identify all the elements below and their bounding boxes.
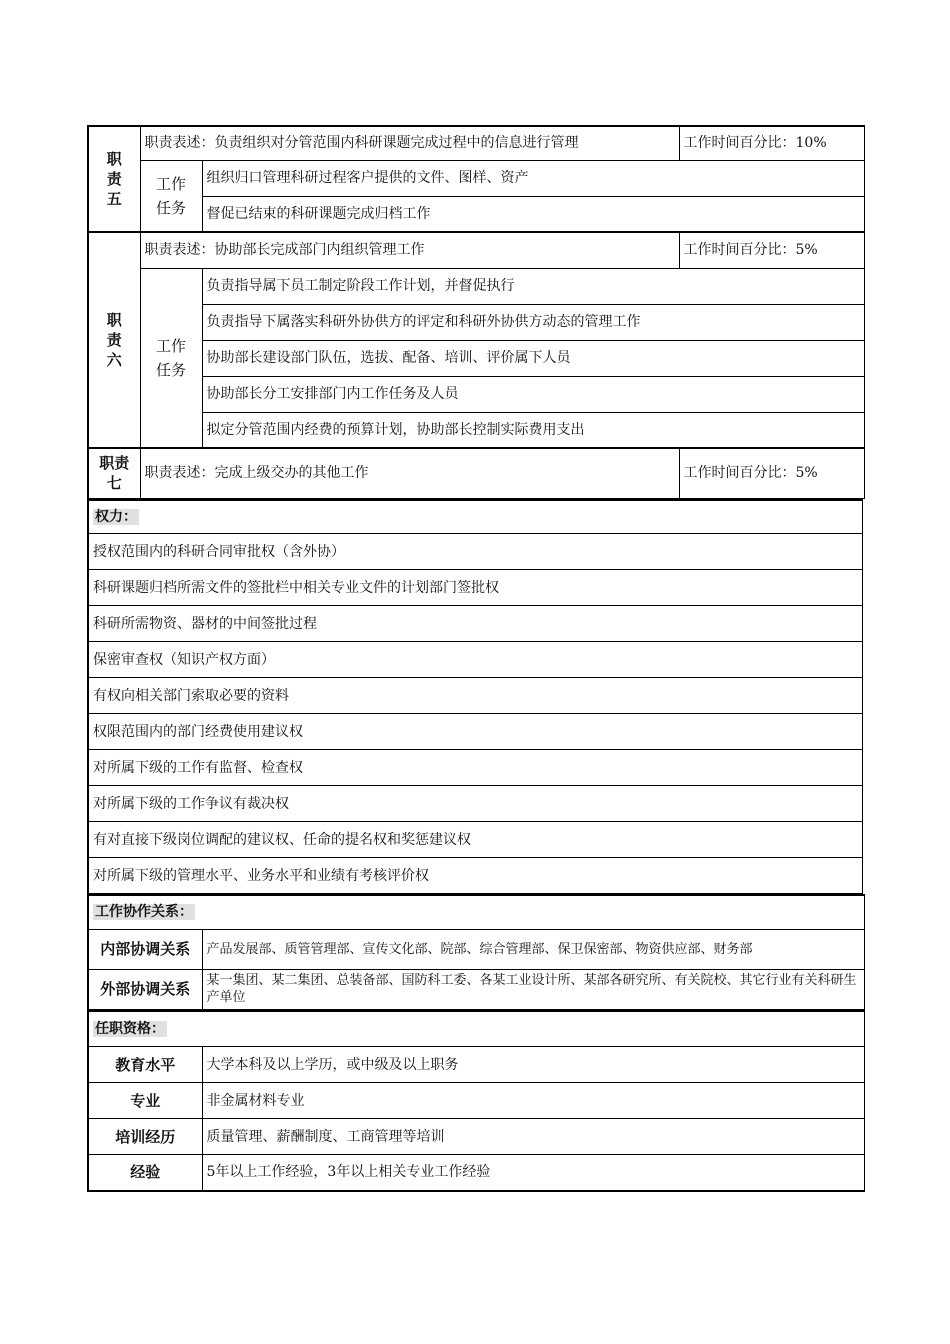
relations-title bbox=[88, 895, 864, 929]
duty-6-task-2: 负责指导下属落实科研外协供方的评定和科研外协供方动态的管理工作 bbox=[202, 304, 864, 340]
duty-7-label bbox=[88, 448, 140, 498]
qualification-row bbox=[88, 1047, 864, 1083]
duty-6-task-label bbox=[140, 268, 202, 448]
duty-7-percent: 工作时间百分比：5% bbox=[679, 448, 864, 498]
qualification-row bbox=[88, 1083, 864, 1119]
qualification-value-experience: 5年以上工作经验，3年以上相关专业工作经验 bbox=[202, 1155, 864, 1191]
powers-header-row bbox=[88, 500, 863, 534]
qualification-value-training: 质量管理、薪酬制度、工商管理等培训 bbox=[202, 1119, 864, 1155]
duty-6-label bbox=[88, 232, 140, 448]
duty-5-description: 职责表述：负责组织对分管范围内科研课题完成过程中的信息进行管理 bbox=[140, 126, 679, 160]
qualification-row bbox=[88, 1119, 864, 1155]
duty-6-task-row bbox=[88, 268, 864, 304]
duty-6-task-5: 拟定分管范围内经费的预算计划，协助部长控制实际费用支出 bbox=[202, 412, 864, 448]
external-relations-row bbox=[88, 969, 864, 1009]
power-item-4: 保密审查权（知识产权方面） bbox=[88, 642, 863, 678]
qualification-label-experience: 经验 bbox=[88, 1155, 202, 1191]
duty-5-task-2: 督促已结束的科研课题完成归档工作 bbox=[202, 196, 864, 232]
power-item-10: 对所属下级的管理水平、业务水平和业绩有考核评价权 bbox=[88, 858, 863, 894]
relations-table bbox=[87, 894, 865, 1010]
qualifications-title bbox=[88, 1011, 864, 1047]
duty-7-label-line-1: 职责 bbox=[99, 454, 130, 473]
powers-title-text: 权力： bbox=[95, 508, 137, 525]
duty-6-description: 职责表述：协助部长完成部门内组织管理工作 bbox=[140, 232, 679, 268]
qualification-label-major: 专业 bbox=[88, 1083, 202, 1119]
internal-relations-row bbox=[88, 929, 864, 969]
power-item-5: 有权向相关部门索取必要的资料 bbox=[88, 678, 863, 714]
duty-5-task-row bbox=[88, 160, 864, 196]
duty-5-task-1: 组织归口管理科研过程客户提供的文件、图样、资产 bbox=[202, 160, 864, 196]
duty-6-task-row bbox=[88, 412, 864, 448]
qualification-row bbox=[88, 1155, 864, 1191]
powers-table bbox=[87, 499, 863, 895]
power-item-6: 权限范围内的部门经费使用建议权 bbox=[88, 714, 863, 750]
duty-5-label-line-3: 五 bbox=[106, 190, 122, 208]
qualifications-title-text: 任职资格： bbox=[95, 1020, 165, 1037]
duty-6-task-label-line-2: 任务 bbox=[155, 360, 186, 379]
qualification-value-major: 非金属材料专业 bbox=[202, 1083, 864, 1119]
duty-5-label-line-1: 职 bbox=[106, 150, 122, 168]
duty-5-task-label bbox=[140, 160, 202, 232]
power-item-1: 授权范围内的科研合同审批权（含外协） bbox=[88, 534, 863, 570]
duty-6-label-line-3: 六 bbox=[106, 351, 122, 369]
qualifications-table bbox=[87, 1010, 865, 1192]
duty-5-task-label-line-1: 工作 bbox=[155, 174, 186, 193]
duty-6-task-row bbox=[88, 304, 864, 340]
duty-6-task-3: 协助部长建设部门队伍，选拔、配备、培训、评价属下人员 bbox=[202, 340, 864, 376]
duty-5-label bbox=[88, 126, 140, 232]
duty-6-label-line-1: 职 bbox=[106, 311, 122, 329]
power-item-7: 对所属下级的工作有监督、检查权 bbox=[88, 750, 863, 786]
duty-7-description-row bbox=[88, 448, 864, 498]
qualification-label-training: 培训经历 bbox=[88, 1119, 202, 1155]
power-item-9: 有对直接下级岗位调配的建议权、任命的提名权和奖惩建议权 bbox=[88, 822, 863, 858]
duty-6-label-line-2: 责 bbox=[106, 331, 122, 349]
power-item-8: 对所属下级的工作争议有裁决权 bbox=[88, 786, 863, 822]
duty-5-description-row bbox=[88, 126, 864, 160]
duty-6-task-row bbox=[88, 340, 864, 376]
duties-table bbox=[87, 125, 865, 499]
duty-6-percent: 工作时间百分比：5% bbox=[679, 232, 864, 268]
duty-7-label-line-2: 七 bbox=[106, 474, 122, 493]
job-description-page bbox=[87, 125, 863, 1192]
duty-5-label-line-2: 责 bbox=[106, 170, 122, 188]
qualification-label-education: 教育水平 bbox=[88, 1047, 202, 1083]
duty-5-percent: 工作时间百分比：10% bbox=[679, 126, 864, 160]
duty-6-task-label-line-1: 工作 bbox=[155, 336, 186, 355]
qualification-value-education: 大学本科及以上学历，或中级及以上职务 bbox=[202, 1047, 864, 1083]
duty-7-description: 职责表述：完成上级交办的其他工作 bbox=[140, 448, 679, 498]
relations-header-row bbox=[88, 895, 864, 929]
qualifications-header-row bbox=[88, 1011, 864, 1047]
powers-title bbox=[88, 500, 863, 534]
relations-title-text: 工作协作关系： bbox=[95, 904, 193, 921]
internal-relations-value: 产品发展部、质管管理部、宣传文化部、院部、综合管理部、保卫保密部、物资供应部、财务部 bbox=[202, 929, 864, 969]
duty-5-task-label-line-2: 任务 bbox=[155, 198, 186, 217]
internal-relations-label: 内部协调关系 bbox=[88, 929, 202, 969]
power-item-2: 科研课题归档所需文件的签批栏中相关专业文件的计划部门签批权 bbox=[88, 570, 863, 606]
duty-6-task-row bbox=[88, 376, 864, 412]
duty-5-task-row bbox=[88, 196, 864, 232]
external-relations-value: 某一集团、某二集团、总装备部、国防科工委、各某工业设计所、某部各研究所、有关院校、其它行业有关科研生产单位 bbox=[202, 969, 864, 1009]
duty-6-task-1: 负责指导属下员工制定阶段工作计划，并督促执行 bbox=[202, 268, 864, 304]
duty-6-description-row bbox=[88, 232, 864, 268]
duty-6-task-4: 协助部长分工安排部门内工作任务及人员 bbox=[202, 376, 864, 412]
external-relations-label: 外部协调关系 bbox=[88, 969, 202, 1009]
power-item-3: 科研所需物资、器材的中间签批过程 bbox=[88, 606, 863, 642]
